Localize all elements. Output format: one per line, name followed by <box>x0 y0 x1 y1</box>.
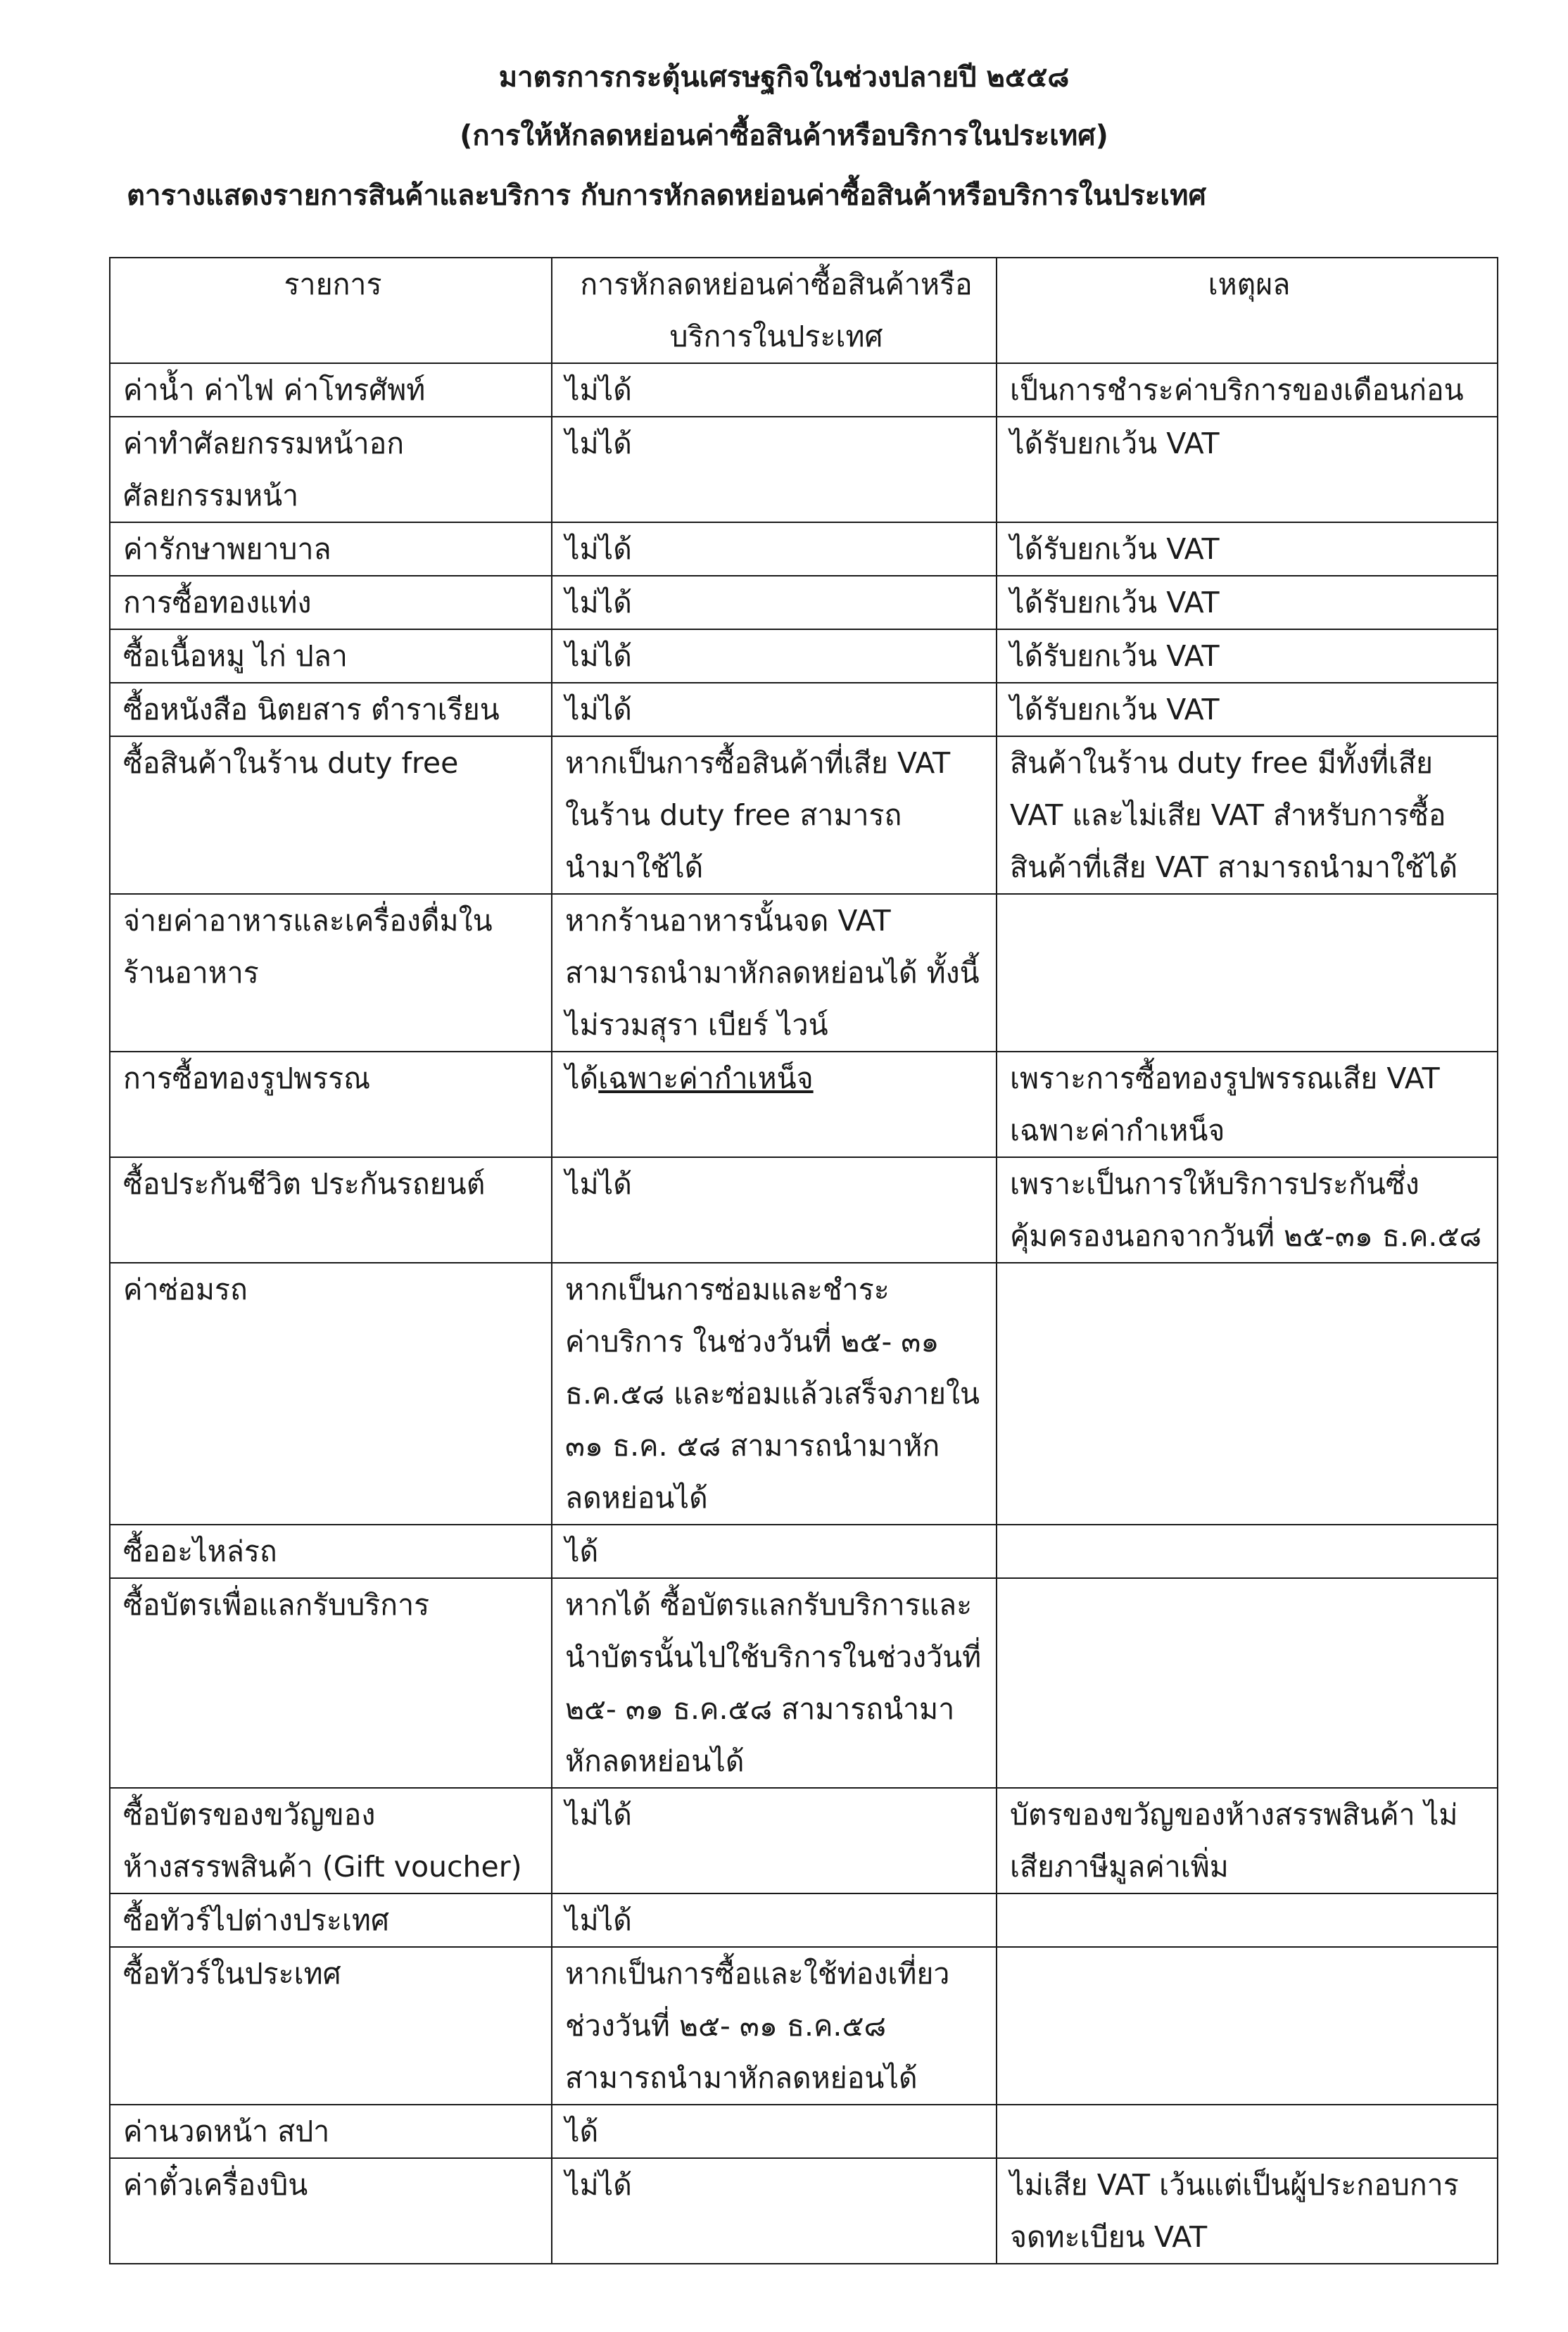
cell-line: จ่ายค่าอาหารและเครื่องดื่มใน <box>123 904 493 938</box>
cell-line <box>565 1052 987 1104</box>
cell-line: ซื้อบัตรของขวัญของ <box>123 1798 376 1832</box>
cell-item <box>110 894 552 1052</box>
cell-reason <box>997 2105 1498 2158</box>
table-row <box>110 1052 1498 1157</box>
cell-deduction <box>552 1788 997 1893</box>
cell-line: ค่าทำศัลยกรรมหน้าอก <box>123 427 405 460</box>
table-row <box>110 1788 1498 1893</box>
cell-deduction <box>552 522 997 576</box>
cell-item <box>110 683 552 736</box>
cell-line: ได้ <box>565 2114 599 2148</box>
header-reason-line: เหตุผล <box>1208 267 1291 301</box>
cell-item <box>110 736 552 894</box>
header-deduction-line: การหักลดหย่อนค่าซื้อสินค้าหรือ <box>580 267 973 301</box>
cell-line: ค่าตั๋วเครื่องบิน <box>123 2168 308 2202</box>
cell-item <box>110 2105 552 2158</box>
cell-deduction <box>552 1525 997 1578</box>
cell-deduction <box>552 1947 997 2105</box>
table-row <box>110 363 1498 417</box>
cell-item <box>110 576 552 629</box>
cell-line: ๓๑ ธ.ค. ๕๘ สามารถนำมาหัก <box>565 1429 940 1463</box>
table-row <box>110 1578 1498 1788</box>
cell-reason <box>997 736 1498 894</box>
cell-line: ซื้อประกันชีวิต ประกันรถยนต์ <box>123 1167 486 1201</box>
cell-line: บัตรของขวัญของห้างสรรพสินค้า ไม่ <box>1010 1798 1458 1832</box>
cell-item <box>110 1157 552 1263</box>
cell-line: เพราะการซื้อทองรูปพรรณเสีย VAT <box>1010 1061 1440 1095</box>
cell-line: ร้านอาหาร <box>123 956 259 990</box>
cell-line: ไม่ได้ <box>565 427 632 460</box>
table-row <box>110 522 1498 576</box>
table-row <box>110 417 1498 522</box>
cell-line: เป็นการชำระค่าบริการของเดือนก่อน <box>1010 373 1464 407</box>
cell-line: ไม่ได้ <box>565 1903 632 1937</box>
cell-deduction <box>552 363 997 417</box>
table-row <box>110 2105 1498 2158</box>
cell-reason <box>997 1525 1498 1578</box>
cell-line: หากเป็นการซื้อสินค้าที่เสีย VAT <box>565 746 951 780</box>
cell-line: ได้รับยกเว้น VAT <box>1010 427 1220 460</box>
cell-reason <box>997 894 1498 1052</box>
cell-line: จดทะเบียน VAT <box>1010 2220 1208 2254</box>
document-subtitle: (การให้หักลดหย่อนค่าซื้อสินค้าหรือบริการในประเทศ) <box>460 120 1108 152</box>
cell-reason <box>997 1947 1498 2105</box>
table-row <box>110 629 1498 683</box>
cell-line: หากร้านอาหารนั้นจด VAT <box>565 904 891 938</box>
header-reason <box>997 258 1498 363</box>
cell-reason <box>997 1052 1498 1157</box>
table-row <box>110 2158 1498 2264</box>
header-item <box>110 258 552 363</box>
cell-line: ซื้อทัวร์ไปต่างประเทศ <box>123 1903 389 1937</box>
cell-line: ไม่รวมสุรา เบียร์ ไวน์ <box>565 1008 828 1042</box>
cell-deduction <box>552 417 997 522</box>
cell-underlined-text: เฉพาะค่ากำเหน็จ <box>598 1061 814 1095</box>
cell-line: ได้รับยกเว้น VAT <box>1010 639 1220 673</box>
cell-text: ได้ <box>565 1061 599 1095</box>
cell-deduction <box>552 1893 997 1947</box>
cell-line: ซื้อทัวร์ในประเทศ <box>123 1957 341 1991</box>
cell-item <box>110 1578 552 1788</box>
table-row <box>110 1947 1498 2105</box>
cell-line: ซื้อสินค้าในร้าน duty free <box>123 746 459 780</box>
cell-line: ไม่ได้ <box>565 586 632 619</box>
cell-line: ได้รับยกเว้น VAT <box>1010 586 1220 619</box>
cell-line: ในร้าน duty free สามารถ <box>565 798 902 832</box>
table-row <box>110 1263 1498 1525</box>
document-title: มาตรการกระตุ้นเศรษฐกิจในช่วงปลายปี ๒๕๕๘ <box>498 61 1070 94</box>
cell-line: ไม่ได้ <box>565 373 632 407</box>
cell-item <box>110 1052 552 1157</box>
cell-deduction <box>552 576 997 629</box>
cell-line: ลดหย่อนได้ <box>565 1481 708 1515</box>
cell-reason <box>997 1578 1498 1788</box>
cell-line: ไม่ได้ <box>565 1167 632 1201</box>
cell-line: ไม่ได้ <box>565 2168 632 2202</box>
cell-line: เสียภาษีมูลค่าเพิ่ม <box>1010 1850 1229 1884</box>
cell-line: หากเป็นการซ่อมและชำระ <box>565 1273 890 1306</box>
table-row <box>110 683 1498 736</box>
table-caption: ตารางแสดงรายการสินค้าและบริการ กับการหักลดหย่อนค่าซื้อสินค้าหรือบริการในประเทศ <box>127 179 1206 212</box>
table-row <box>110 576 1498 629</box>
deduction-table <box>109 257 1498 2264</box>
cell-line: เพราะเป็นการให้บริการประกันซึ่ง <box>1010 1167 1420 1201</box>
header-deduction-line: บริการในประเทศ <box>669 320 883 353</box>
table-row <box>110 1893 1498 1947</box>
cell-deduction <box>552 1578 997 1788</box>
table-row <box>110 736 1498 894</box>
cell-line: ๒๕- ๓๑ ธ.ค.๕๘ สามารถนำมา <box>565 1692 955 1726</box>
table-body <box>110 363 1498 2264</box>
cell-line: ไม่ได้ <box>565 532 632 566</box>
cell-line: การซื้อทองแท่ง <box>123 586 312 619</box>
cell-line: ซื้อหนังสือ นิตยสาร ตำราเรียน <box>123 693 500 726</box>
cell-line: การซื้อทองรูปพรรณ <box>123 1061 371 1095</box>
cell-line: สามารถนำมาหักลดหย่อนได้ <box>565 2061 918 2095</box>
cell-item <box>110 417 552 522</box>
cell-line: หักลดหย่อนได้ <box>565 1744 745 1778</box>
cell-line: ไม่ได้ <box>565 1798 632 1832</box>
cell-item <box>110 2158 552 2264</box>
cell-line: ช่วงวันที่ ๒๕- ๓๑ ธ.ค.๕๘ <box>565 2009 887 2043</box>
cell-reason <box>997 629 1498 683</box>
cell-deduction <box>552 894 997 1052</box>
table-row <box>110 1157 1498 1263</box>
cell-line: ไม่ได้ <box>565 639 632 673</box>
cell-line: ซื้อเนื้อหมู ไก่ ปลา <box>123 639 348 673</box>
cell-line: ธ.ค.๕๘ และซ่อมแล้วเสร็จภายใน <box>565 1377 980 1411</box>
cell-reason <box>997 683 1498 736</box>
header-item-line: รายการ <box>284 267 382 301</box>
cell-line: คุ้มครองนอกจากวันที่ ๒๕-๓๑ ธ.ค.๕๘ <box>1010 1219 1482 1253</box>
cell-line: สามารถนำมาหักลดหย่อนได้ ทั้งนี้ <box>565 956 980 990</box>
cell-item <box>110 1525 552 1578</box>
cell-line: ไม่เสีย VAT เว้นแต่เป็นผู้ประกอบการ <box>1010 2168 1459 2202</box>
cell-deduction <box>552 629 997 683</box>
cell-line: ได้รับยกเว้น VAT <box>1010 532 1220 566</box>
cell-reason <box>997 1263 1498 1525</box>
cell-reason <box>997 363 1498 417</box>
cell-reason <box>997 2158 1498 2264</box>
cell-item <box>110 629 552 683</box>
cell-line: นำมาใช้ได้ <box>565 850 704 884</box>
cell-line: ค่ารักษาพยาบาล <box>123 532 331 566</box>
table-row <box>110 1525 1498 1578</box>
cell-line: ได้รับยกเว้น VAT <box>1010 693 1220 726</box>
cell-line: สินค้าที่เสีย VAT สามารถนำมาใช้ได้ <box>1010 850 1458 884</box>
cell-reason <box>997 1893 1498 1947</box>
cell-line: นำบัตรนั้นไปใช้บริการในช่วงวันที่ <box>565 1640 982 1674</box>
cell-reason <box>997 522 1498 576</box>
cell-deduction <box>552 736 997 894</box>
cell-deduction <box>552 1263 997 1525</box>
cell-deduction <box>552 2105 997 2158</box>
cell-line: ค่าน้ำ ค่าไฟ ค่าโทรศัพท์ <box>123 373 426 407</box>
cell-reason <box>997 417 1498 522</box>
cell-reason <box>997 1788 1498 1893</box>
cell-item <box>110 522 552 576</box>
cell-item <box>110 1893 552 1947</box>
table-header-row <box>110 258 1498 363</box>
cell-line: ซื้ออะไหล่รถ <box>123 1534 277 1568</box>
cell-deduction <box>552 1052 997 1157</box>
cell-item <box>110 1788 552 1893</box>
table-row <box>110 894 1498 1052</box>
cell-line: ได้ <box>565 1534 599 1568</box>
cell-line: เฉพาะค่ากำเหน็จ <box>1010 1114 1225 1147</box>
cell-line: ค่าบริการ ในช่วงวันที่ ๒๕- ๓๑ <box>565 1325 940 1359</box>
cell-deduction <box>552 683 997 736</box>
cell-reason <box>997 576 1498 629</box>
cell-deduction <box>552 1157 997 1263</box>
cell-line: VAT และไม่เสีย VAT สำหรับการซื้อ <box>1010 798 1446 832</box>
cell-item <box>110 363 552 417</box>
cell-item <box>110 1947 552 2105</box>
cell-line: ศัลยกรรมหน้า <box>123 479 299 512</box>
header-deduction <box>552 258 997 363</box>
cell-item <box>110 1263 552 1525</box>
cell-line: ค่านวดหน้า สปา <box>123 2114 330 2148</box>
cell-reason <box>997 1157 1498 1263</box>
cell-line: ซื้อบัตรเพื่อแลกรับบริการ <box>123 1588 430 1622</box>
cell-line: หากเป็นการซื้อและใช้ท่องเที่ยว <box>565 1957 950 1991</box>
cell-deduction <box>552 2158 997 2264</box>
cell-line: ห้างสรรพสินค้า (Gift voucher) <box>123 1850 522 1884</box>
cell-line: สินค้าในร้าน duty free มีทั้งที่เสีย <box>1010 746 1434 780</box>
cell-line: หากได้ ซื้อบัตรแลกรับบริการและ <box>565 1588 973 1622</box>
cell-line: ค่าซ่อมรถ <box>123 1273 248 1306</box>
cell-line: ไม่ได้ <box>565 693 632 726</box>
